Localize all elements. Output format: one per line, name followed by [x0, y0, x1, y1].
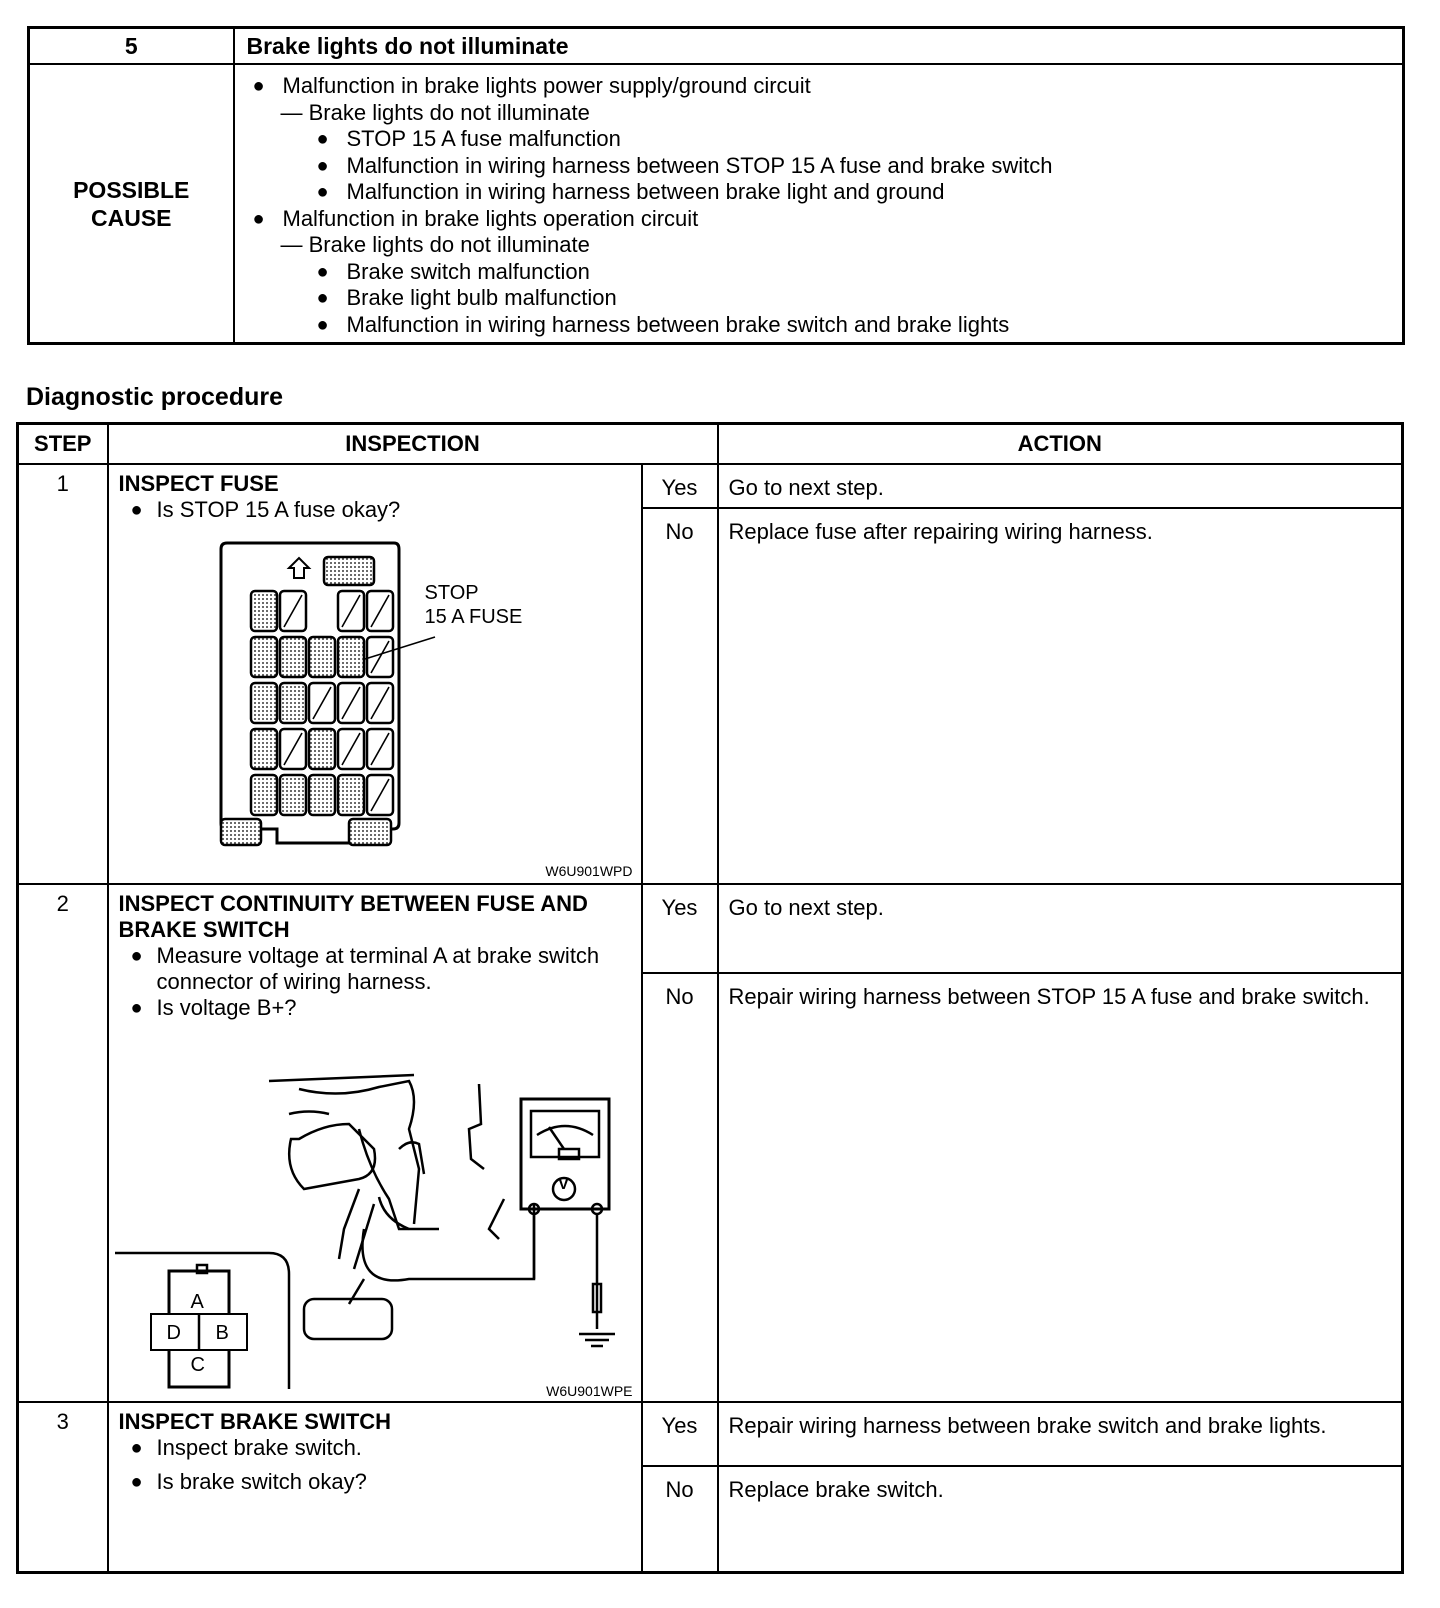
step-3-inspection — [108, 1402, 642, 1573]
possible-cause-label — [29, 64, 234, 344]
inspection-items — [109, 1435, 641, 1495]
inspection-item-text: Inspect brake switch. — [156, 1435, 362, 1460]
possible-cause-label-line1: POSSIBLE — [73, 176, 190, 203]
cause-item-text: Malfunction in wiring harness between STOP 15 A fuse and brake switch — [346, 152, 1053, 178]
cause-item-text: Brake switch malfunction — [346, 258, 590, 284]
bullet-icon: ● — [252, 75, 265, 97]
fuse-label-line2: 15 A FUSE — [424, 606, 523, 628]
pedal-assembly-drawing — [115, 1075, 615, 1389]
cause-item — [235, 312, 1403, 339]
meter-symbol: V — [558, 1176, 569, 1193]
step-number: 2 — [18, 884, 108, 1402]
no-label: No — [642, 508, 718, 884]
header-inspection: INSPECTION — [108, 424, 718, 465]
step-3-yes-row — [18, 1402, 1403, 1466]
fuse-slot — [280, 637, 306, 677]
yes-label: Yes — [642, 884, 718, 973]
fuse-box-figure — [109, 533, 641, 883]
inspection-item — [119, 1469, 633, 1495]
bullet-icon: ● — [130, 1437, 143, 1459]
fuse-slot — [251, 683, 277, 723]
cause-item — [235, 73, 1403, 100]
no-label: No — [642, 973, 718, 1402]
brake-switch-diagram — [109, 1029, 629, 1401]
bullet-icon: ● — [316, 128, 329, 150]
inspection-item-text: Is brake switch okay? — [156, 1469, 367, 1494]
fuse-slot — [280, 683, 306, 723]
step-1-inspection — [108, 464, 642, 884]
fuse-slot — [338, 637, 364, 677]
fuse-slot — [309, 729, 335, 769]
fuse-box-diagram — [109, 533, 629, 878]
cause-item — [235, 206, 1403, 233]
cause-header-row — [29, 28, 1404, 65]
fuse-label-line1: STOP — [424, 582, 479, 604]
fuse-slot — [251, 775, 277, 815]
yes-label: Yes — [642, 1402, 718, 1466]
terminal-d-label: D — [166, 1322, 181, 1344]
inspection-item — [119, 1435, 633, 1461]
fuse-label — [425, 581, 523, 629]
inspection-item — [119, 995, 633, 1021]
inspection-item-text: Is voltage B+? — [156, 995, 297, 1020]
cause-item-text: — Brake lights do not illuminate — [280, 232, 590, 257]
bullet-icon: ● — [130, 997, 143, 1019]
cause-item — [235, 232, 1403, 259]
bullet-icon: ● — [130, 1471, 143, 1493]
cause-item — [235, 285, 1403, 312]
step-2-inspection — [108, 884, 642, 1402]
inspection-items — [109, 497, 641, 523]
cause-item — [235, 100, 1403, 127]
header-action: ACTION — [718, 424, 1403, 465]
inspection-title: INSPECT BRAKE SWITCH — [118, 1409, 392, 1434]
cause-title: Brake lights do not illuminate — [234, 28, 1404, 65]
cause-body-row — [29, 64, 1404, 344]
no-label: No — [642, 1466, 718, 1573]
step-number: 3 — [18, 1402, 108, 1573]
yes-label: Yes — [642, 464, 718, 508]
no-action: Repair wiring harness between STOP 15 A fuse and brake switch. — [718, 973, 1403, 1402]
fuse-slot — [338, 775, 364, 815]
bullet-icon: ● — [316, 287, 329, 309]
cause-item — [235, 126, 1403, 153]
section-heading: Diagnostic procedure — [26, 383, 283, 411]
possible-cause-table — [27, 26, 1405, 345]
step-number: 1 — [18, 464, 108, 884]
cause-item-text: — Brake lights do not illuminate — [280, 99, 590, 125]
step-1-yes-row — [18, 464, 1403, 508]
cause-number: 5 — [29, 28, 234, 65]
terminal-b-label: B — [215, 1322, 229, 1344]
bullet-icon: ● — [316, 181, 329, 203]
voltage-test-figure — [109, 1029, 641, 1401]
yes-action: Go to next step. — [718, 884, 1403, 973]
yes-action: Go to next step. — [718, 464, 1403, 508]
cause-item-text: Malfunction in brake lights operation circuit — [282, 205, 699, 231]
terminal-c-label: C — [190, 1354, 205, 1376]
inspection-item — [119, 943, 633, 995]
cause-item-text: Malfunction in wiring harness between brake switch and brake lights — [346, 311, 1010, 337]
procedure-header-row — [18, 424, 1403, 465]
inspection-title: INSPECT CONTINUITY BETWEEN FUSE AND BRAKE SWITCH — [118, 891, 588, 942]
no-action: Replace brake switch. — [718, 1466, 1403, 1573]
yes-action: Repair wiring harness between brake switch and brake lights. — [718, 1402, 1403, 1466]
step-2-yes-row — [18, 884, 1403, 973]
cause-item-text: Malfunction in wiring harness between brake light and ground — [346, 179, 945, 204]
header-step: STEP — [18, 424, 108, 465]
bullet-icon: ● — [316, 313, 329, 336]
fuse-slot — [251, 591, 277, 631]
bullet-icon: ● — [316, 154, 329, 177]
fuse-slot — [280, 775, 306, 815]
cause-item — [235, 153, 1403, 180]
diagnostic-procedure-table — [16, 422, 1404, 1574]
inspection-item-text: Is STOP 15 A fuse okay? — [156, 497, 401, 522]
figure-code: W6U901WPD — [545, 863, 633, 879]
inspection-title: INSPECT FUSE — [118, 471, 279, 496]
possible-cause-label-line2: CAUSE — [90, 204, 172, 231]
bullet-icon: ● — [316, 260, 329, 283]
possible-cause-list — [234, 64, 1404, 344]
inspection-item — [119, 497, 633, 523]
fuse-slot — [251, 637, 277, 677]
cause-item — [235, 179, 1403, 206]
figure-code: W6U901WPE — [546, 1383, 633, 1399]
cause-item — [235, 259, 1403, 286]
cause-item-text: Brake light bulb malfunction — [346, 285, 617, 310]
fuse-slot — [251, 729, 277, 769]
bullet-icon: ● — [130, 945, 143, 967]
bullet-icon: ● — [252, 207, 265, 230]
no-action: Replace fuse after repairing wiring harness. — [718, 508, 1403, 884]
terminal-a-label: A — [190, 1291, 204, 1313]
cause-item-text: Malfunction in brake lights power supply/ground circuit — [282, 73, 811, 98]
fuse-slot — [309, 775, 335, 815]
bullet-icon: ● — [130, 499, 143, 521]
fuse-slot — [309, 637, 335, 677]
cause-item-text: STOP 15 A fuse malfunction — [346, 126, 621, 151]
inspection-item-text: Measure voltage at terminal A at brake switch connector of wiring harness. — [156, 943, 600, 994]
inspection-items — [109, 943, 641, 1021]
